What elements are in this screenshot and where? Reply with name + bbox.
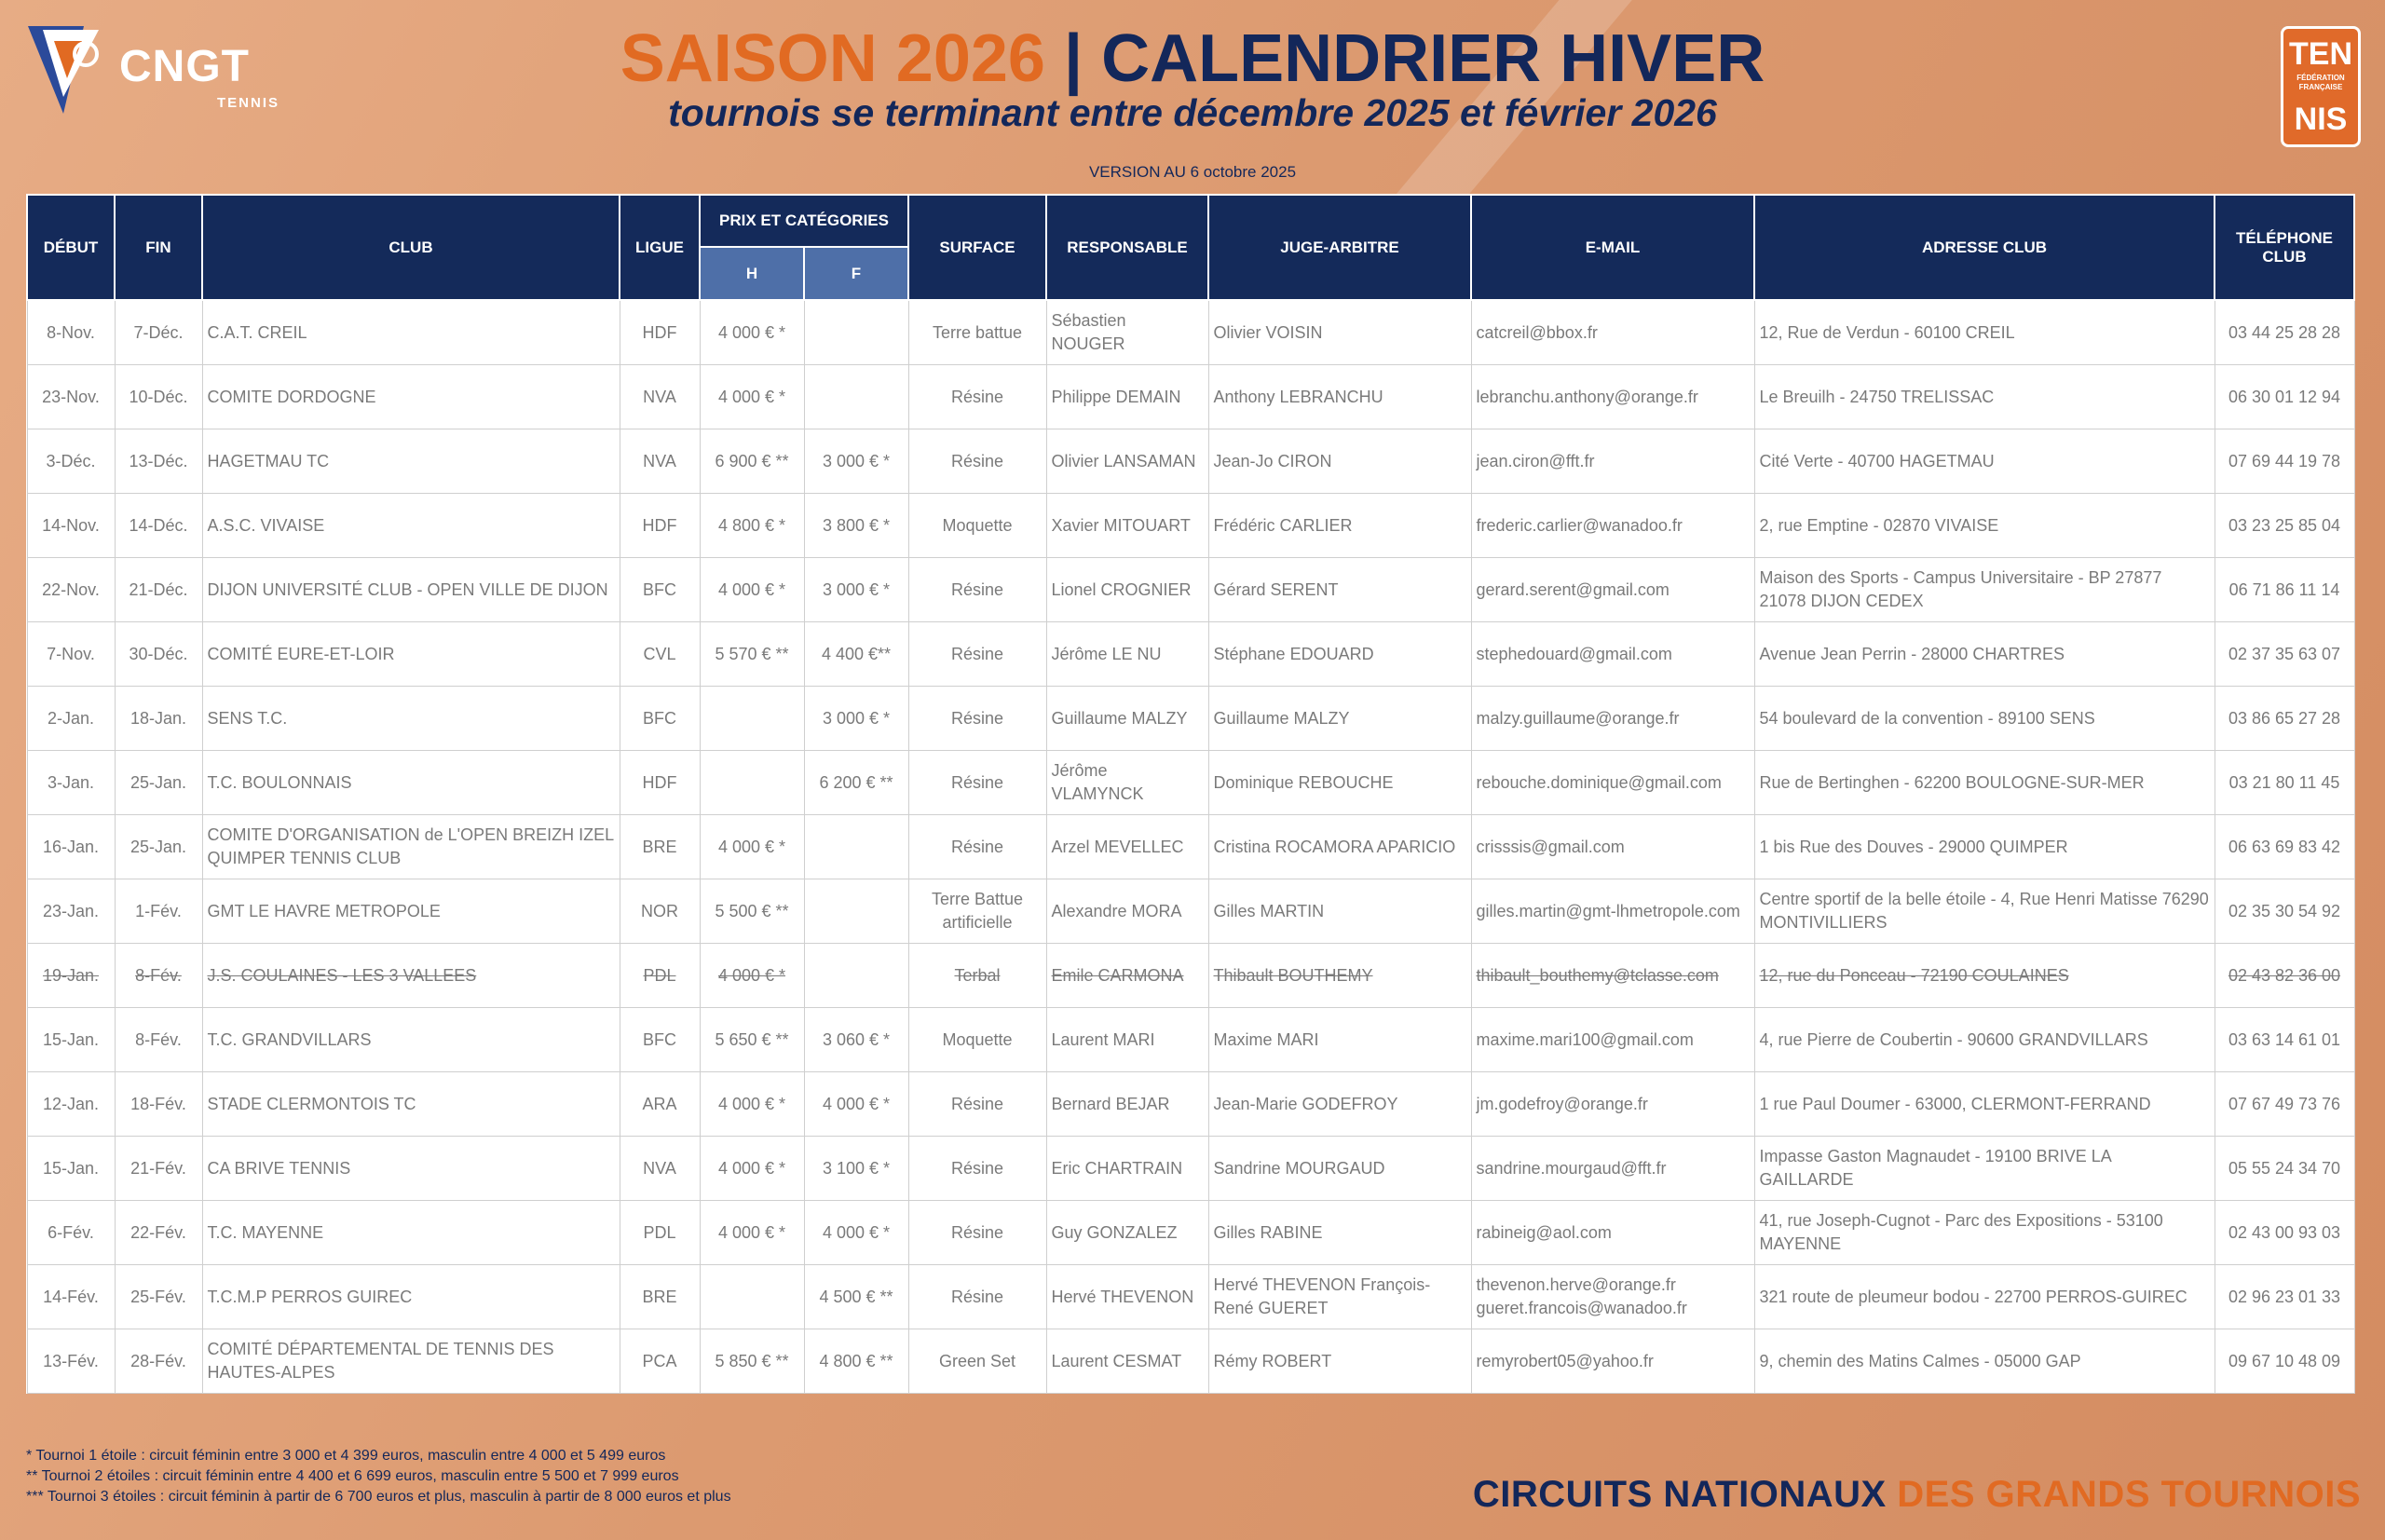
cell-juge-arbitre: Anthony LEBRANCHU <box>1208 365 1471 429</box>
cell-prix-f: 4 000 € * <box>804 1201 908 1265</box>
cell-adresse: Rue de Bertinghen - 62200 BOULOGNE-SUR-MER <box>1754 751 2215 815</box>
table-row <box>27 558 2354 622</box>
cell-debut: 3-Jan. <box>27 751 115 815</box>
cell-debut: 16-Jan. <box>27 815 115 879</box>
cell-email[interactable]: jm.godefroy@orange.fr <box>1471 1072 1754 1137</box>
col-prix-h: H <box>700 247 804 300</box>
cell-email[interactable]: sandrine.mourgaud@fft.fr <box>1471 1137 1754 1201</box>
cell-prix-h: 4 000 € * <box>700 1137 804 1201</box>
title-season: SAISON 2026 <box>620 21 1045 96</box>
cell-ligue: CVL <box>620 622 700 687</box>
cell-adresse: Impasse Gaston Magnaudet - 19100 BRIVE LA GAILLARDE <box>1754 1137 2215 1201</box>
cell-responsable: Alexandre MORA <box>1046 879 1208 944</box>
cell-surface: Moquette <box>908 1008 1046 1072</box>
cell-prix-h: 5 570 € ** <box>700 622 804 687</box>
cell-surface: Résine <box>908 1201 1046 1265</box>
cell-email[interactable]: crisssis@gmail.com <box>1471 815 1754 879</box>
cell-club: CA BRIVE TENNIS <box>202 1137 620 1201</box>
cell-juge-arbitre: Dominique REBOUCHE <box>1208 751 1471 815</box>
cell-fin: 10-Déc. <box>115 365 202 429</box>
col-debut: DÉBUT <box>27 195 115 300</box>
cell-telephone: 02 43 00 93 03 <box>2215 1201 2354 1265</box>
cell-email[interactable]: thibault_bouthemy@tclasse.com <box>1471 944 1754 1008</box>
cell-surface: Résine <box>908 622 1046 687</box>
cell-prix-h: 5 500 € ** <box>700 879 804 944</box>
cell-telephone: 02 43 82 36 00 <box>2215 944 2354 1008</box>
cell-juge-arbitre: Thibault BOUTHEMY <box>1208 944 1471 1008</box>
cell-debut: 14-Nov. <box>27 494 115 558</box>
cell-responsable: Eric CHARTRAIN <box>1046 1137 1208 1201</box>
cell-juge-arbitre: Jean-Jo CIRON <box>1208 429 1471 494</box>
col-fin: FIN <box>115 195 202 300</box>
table-row <box>27 1329 2354 1394</box>
cell-ligue: ARA <box>620 1072 700 1137</box>
cell-juge-arbitre: Gilles RABINE <box>1208 1201 1471 1265</box>
cell-telephone: 06 30 01 12 94 <box>2215 365 2354 429</box>
version-label: VERSION AU 6 octobre 2025 <box>1088 163 1297 181</box>
cell-fin: 18-Fév. <box>115 1072 202 1137</box>
cell-email[interactable]: thevenon.herve@orange.fr gueret.francois@wanadoo.fr <box>1471 1265 1754 1329</box>
cell-fin: 25-Fév. <box>115 1265 202 1329</box>
cell-debut: 7-Nov. <box>27 622 115 687</box>
cell-juge-arbitre: Jean-Marie GODEFROY <box>1208 1072 1471 1137</box>
cell-responsable: Jérôme LE NU <box>1046 622 1208 687</box>
cell-telephone: 05 55 24 34 70 <box>2215 1137 2354 1201</box>
brand-name: CNGT <box>119 42 250 91</box>
title-calendar: CALENDRIER HIVER <box>1101 21 1765 96</box>
table-row <box>27 1137 2354 1201</box>
cell-email[interactable]: malzy.guillaume@orange.fr <box>1471 687 1754 751</box>
cell-prix-h <box>700 751 804 815</box>
cell-surface: Résine <box>908 558 1046 622</box>
cell-responsable: Laurent CESMAT <box>1046 1329 1208 1394</box>
cell-responsable: Philippe DEMAIN <box>1046 365 1208 429</box>
cell-adresse: 12, Rue de Verdun - 60100 CREIL <box>1754 300 2215 365</box>
cell-prix-h: 4 000 € * <box>700 944 804 1008</box>
cell-club: SENS T.C. <box>202 687 620 751</box>
cell-prix-h: 4 000 € * <box>700 815 804 879</box>
cell-juge-arbitre: Gérard SERENT <box>1208 558 1471 622</box>
cell-responsable: Guillaume MALZY <box>1046 687 1208 751</box>
cell-telephone: 07 69 44 19 78 <box>2215 429 2354 494</box>
footnote-1-star: * Tournoi 1 étoile : circuit féminin entre 3 000 et 4 399 euros, masculin entre 4 000 et 5 499 euros <box>26 1448 666 1464</box>
cell-club: HAGETMAU TC <box>202 429 620 494</box>
table-row <box>27 1072 2354 1137</box>
cell-juge-arbitre: Frédéric CARLIER <box>1208 494 1471 558</box>
col-adresse: ADRESSE CLUB <box>1754 195 2215 300</box>
cell-prix-f <box>804 944 908 1008</box>
cell-prix-f <box>804 879 908 944</box>
cell-ligue: NVA <box>620 365 700 429</box>
cell-debut: 23-Jan. <box>27 879 115 944</box>
cell-adresse: Le Breuilh - 24750 TRELISSAC <box>1754 365 2215 429</box>
cell-surface: Résine <box>908 1265 1046 1329</box>
cell-prix-f: 6 200 € ** <box>804 751 908 815</box>
footer-grands-tournois: DES GRANDS TOURNOIS <box>1897 1474 2361 1515</box>
cell-fin: 7-Déc. <box>115 300 202 365</box>
cell-prix-h <box>700 687 804 751</box>
cell-telephone: 02 96 23 01 33 <box>2215 1265 2354 1329</box>
cell-juge-arbitre: Stéphane EDOUARD <box>1208 622 1471 687</box>
col-surface: SURFACE <box>908 195 1046 300</box>
cell-prix-h: 5 850 € ** <box>700 1329 804 1394</box>
cell-prix-f: 4 500 € ** <box>804 1265 908 1329</box>
cell-juge-arbitre: Gilles MARTIN <box>1208 879 1471 944</box>
cell-club: A.S.C. VIVAISE <box>202 494 620 558</box>
footer-title <box>1473 1474 2361 1516</box>
cell-adresse: 41, rue Joseph-Cugnot - Parc des Expositions - 53100 MAYENNE <box>1754 1201 2215 1265</box>
cell-email[interactable]: lebranchu.anthony@orange.fr <box>1471 365 1754 429</box>
cell-adresse: 1 rue Paul Doumer - 63000, CLERMONT-FERRAND <box>1754 1072 2215 1137</box>
cell-prix-f <box>804 300 908 365</box>
cell-email[interactable]: gilles.martin@gmt-lhmetropole.com <box>1471 879 1754 944</box>
cell-email[interactable]: catcreil@bbox.fr <box>1471 300 1754 365</box>
table-row <box>27 944 2354 1008</box>
cell-adresse: 1 bis Rue des Douves - 29000 QUIMPER <box>1754 815 2215 879</box>
col-email: E-MAIL <box>1471 195 1754 300</box>
cell-ligue: NVA <box>620 1137 700 1201</box>
cell-debut: 14-Fév. <box>27 1265 115 1329</box>
table-row <box>27 429 2354 494</box>
cell-prix-h: 4 000 € * <box>700 1072 804 1137</box>
fft-logo-top: TEN <box>2289 36 2352 72</box>
cell-fin: 1-Fév. <box>115 879 202 944</box>
cell-debut: 23-Nov. <box>27 365 115 429</box>
cell-surface: Résine <box>908 1137 1046 1201</box>
cell-juge-arbitre: Maxime MARI <box>1208 1008 1471 1072</box>
cell-debut: 22-Nov. <box>27 558 115 622</box>
cell-club: J.S. COULAINES - LES 3 VALLEES <box>202 944 620 1008</box>
cell-club: COMITE D'ORGANISATION de L'OPEN BREIZH IZEL QUIMPER TENNIS CLUB <box>202 815 620 879</box>
cell-ligue: NOR <box>620 879 700 944</box>
cell-telephone: 03 21 80 11 45 <box>2215 751 2354 815</box>
cell-club: T.C.M.P PERROS GUIREC <box>202 1265 620 1329</box>
footer-circuits: CIRCUITS NATIONAUX <box>1472 1474 1887 1515</box>
cell-fin: 8-Fév. <box>115 944 202 1008</box>
cell-responsable: Arzel MEVELLEC <box>1046 815 1208 879</box>
cell-responsable: Lionel CROGNIER <box>1046 558 1208 622</box>
cell-ligue: BFC <box>620 558 700 622</box>
fft-logo-middle: FÉDÉRATION FRANÇAISE <box>2296 74 2345 91</box>
cell-email[interactable]: gerard.serent@gmail.com <box>1471 558 1754 622</box>
footnote-3-stars: *** Tournoi 3 étoiles : circuit féminin à partir de 6 700 euros et plus, masculin à partir de 8 000 euros et plus <box>26 1489 731 1505</box>
cell-adresse: 54 boulevard de la convention - 89100 SENS <box>1754 687 2215 751</box>
cell-juge-arbitre: Hervé THEVENON François-René GUERET <box>1208 1265 1471 1329</box>
cell-email[interactable]: remyrobert05@yahoo.fr <box>1471 1329 1754 1394</box>
cell-club: T.C. MAYENNE <box>202 1201 620 1265</box>
cell-debut: 13-Fév. <box>27 1329 115 1394</box>
cell-telephone: 02 35 30 54 92 <box>2215 879 2354 944</box>
cell-responsable: Hervé THEVENON <box>1046 1265 1208 1329</box>
cell-club: COMITE DORDOGNE <box>202 365 620 429</box>
cell-adresse: 9, chemin des Matins Calmes - 05000 GAP <box>1754 1329 2215 1394</box>
cell-surface: Résine <box>908 1072 1046 1137</box>
cell-ligue: BRE <box>620 1265 700 1329</box>
cell-juge-arbitre: Guillaume MALZY <box>1208 687 1471 751</box>
cell-surface: Green Set <box>908 1329 1046 1394</box>
cell-responsable: Jérôme VLAMYNCK <box>1046 751 1208 815</box>
cell-ligue: BRE <box>620 815 700 879</box>
cell-prix-f: 3 000 € * <box>804 429 908 494</box>
cell-adresse: 4, rue Pierre de Coubertin - 90600 GRANDVILLARS <box>1754 1008 2215 1072</box>
cell-ligue: NVA <box>620 429 700 494</box>
cell-prix-f: 3 000 € * <box>804 558 908 622</box>
cell-debut: 15-Jan. <box>27 1008 115 1072</box>
cell-surface: Terbal <box>908 944 1046 1008</box>
col-responsable: RESPONSABLE <box>1046 195 1208 300</box>
cell-fin: 22-Fév. <box>115 1201 202 1265</box>
table-row <box>27 879 2354 944</box>
cell-surface: Résine <box>908 687 1046 751</box>
cell-telephone: 09 67 10 48 09 <box>2215 1329 2354 1394</box>
cell-prix-h: 4 000 € * <box>700 300 804 365</box>
cell-prix-f: 3 100 € * <box>804 1137 908 1201</box>
cell-responsable: Olivier LANSAMAN <box>1046 429 1208 494</box>
cell-fin: 25-Jan. <box>115 751 202 815</box>
cell-club: T.C. GRANDVILLARS <box>202 1008 620 1072</box>
cell-club: GMT LE HAVRE METROPOLE <box>202 879 620 944</box>
cell-prix-h: 4 000 € * <box>700 1201 804 1265</box>
cell-juge-arbitre: Cristina ROCAMORA APARICIO <box>1208 815 1471 879</box>
calendar-table <box>26 194 2355 1394</box>
cell-surface: Moquette <box>908 494 1046 558</box>
cell-telephone: 03 23 25 85 04 <box>2215 494 2354 558</box>
cell-prix-h: 4 000 € * <box>700 558 804 622</box>
table-row <box>27 365 2354 429</box>
cell-juge-arbitre: Rémy ROBERT <box>1208 1329 1471 1394</box>
cell-prix-f <box>804 365 908 429</box>
brand-subtitle: TENNIS <box>217 95 280 111</box>
cell-ligue: BFC <box>620 1008 700 1072</box>
cell-email[interactable]: rebouche.dominique@gmail.com <box>1471 751 1754 815</box>
table-row <box>27 622 2354 687</box>
cell-fin: 18-Jan. <box>115 687 202 751</box>
cell-responsable: Xavier MITOUART <box>1046 494 1208 558</box>
cell-prix-f: 3 000 € * <box>804 687 908 751</box>
cell-fin: 25-Jan. <box>115 815 202 879</box>
cell-telephone: 03 44 25 28 28 <box>2215 300 2354 365</box>
cell-adresse: 321 route de pleumeur bodou - 22700 PERROS-GUIREC <box>1754 1265 2215 1329</box>
cell-telephone: 03 63 14 61 01 <box>2215 1008 2354 1072</box>
cell-prix-h: 5 650 € ** <box>700 1008 804 1072</box>
cell-email[interactable]: jean.ciron@fft.fr <box>1471 429 1754 494</box>
cell-prix-f: 4 800 € ** <box>804 1329 908 1394</box>
cell-fin: 21-Fév. <box>115 1137 202 1201</box>
page-subtitle: tournois se terminant entre décembre 2025 et février 2026 <box>668 91 1717 134</box>
cell-ligue: HDF <box>620 494 700 558</box>
cell-fin: 21-Déc. <box>115 558 202 622</box>
cell-email[interactable]: stephedouard@gmail.com <box>1471 622 1754 687</box>
col-club: CLUB <box>202 195 620 300</box>
col-prix-f: F <box>804 247 908 300</box>
cell-email[interactable]: frederic.carlier@wanadoo.fr <box>1471 494 1754 558</box>
cell-adresse: Avenue Jean Perrin - 28000 CHARTRES <box>1754 622 2215 687</box>
table-row <box>27 300 2354 365</box>
cell-debut: 3-Déc. <box>27 429 115 494</box>
cell-club: STADE CLERMONTOIS TC <box>202 1072 620 1137</box>
cell-responsable: Guy GONZALEZ <box>1046 1201 1208 1265</box>
cell-adresse: Centre sportif de la belle étoile - 4, Rue Henri Matisse 76290 MONTIVILLIERS <box>1754 879 2215 944</box>
cell-fin: 13-Déc. <box>115 429 202 494</box>
cell-club: T.C. BOULONNAIS <box>202 751 620 815</box>
cell-ligue: PCA <box>620 1329 700 1394</box>
cell-club: DIJON UNIVERSITÉ CLUB - OPEN VILLE DE DIJON <box>202 558 620 622</box>
cell-surface: Terre Battue artificielle <box>908 879 1046 944</box>
cell-debut: 15-Jan. <box>27 1137 115 1201</box>
cell-ligue: PDL <box>620 944 700 1008</box>
cell-responsable: Laurent MARI <box>1046 1008 1208 1072</box>
cell-prix-h: 6 900 € ** <box>700 429 804 494</box>
cell-fin: 14-Déc. <box>115 494 202 558</box>
table-row <box>27 494 2354 558</box>
cell-club: C.A.T. CREIL <box>202 300 620 365</box>
cell-prix-f: 4 000 € * <box>804 1072 908 1137</box>
footnotes <box>26 1446 731 1507</box>
calendar-rows <box>27 300 2354 1394</box>
cell-fin: 8-Fév. <box>115 1008 202 1072</box>
cell-fin: 30-Déc. <box>115 622 202 687</box>
cell-prix-f: 3 800 € * <box>804 494 908 558</box>
col-prix: PRIX ET CATÉGORIES <box>700 195 908 247</box>
cell-responsable: Bernard BEJAR <box>1046 1072 1208 1137</box>
cell-adresse: Maison des Sports - Campus Universitaire - BP 27877 21078 DIJON CEDEX <box>1754 558 2215 622</box>
page-title <box>0 17 2385 101</box>
cell-debut: 19-Jan. <box>27 944 115 1008</box>
footnote-2-stars: ** Tournoi 2 étoiles : circuit féminin entre 4 400 et 6 699 euros, masculin entre 5 500 et 7 999 euros <box>26 1468 679 1484</box>
cell-fin: 28-Fév. <box>115 1329 202 1394</box>
cell-telephone: 07 67 49 73 76 <box>2215 1072 2354 1137</box>
cell-prix-f: 3 060 € * <box>804 1008 908 1072</box>
cell-ligue: PDL <box>620 1201 700 1265</box>
cell-ligue: HDF <box>620 300 700 365</box>
cell-surface: Terre battue <box>908 300 1046 365</box>
cell-telephone: 06 71 86 11 14 <box>2215 558 2354 622</box>
cell-responsable: Emile CARMONA <box>1046 944 1208 1008</box>
cell-prix-h: 4 800 € * <box>700 494 804 558</box>
cell-club: COMITÉ DÉPARTEMENTAL DE TENNIS DES HAUTES-ALPES <box>202 1329 620 1394</box>
col-ligue: LIGUE <box>620 195 700 300</box>
cell-debut: 2-Jan. <box>27 687 115 751</box>
cell-telephone: 06 63 69 83 42 <box>2215 815 2354 879</box>
cell-juge-arbitre: Olivier VOISIN <box>1208 300 1471 365</box>
cell-surface: Résine <box>908 365 1046 429</box>
cell-prix-f: 4 400 €** <box>804 622 908 687</box>
cell-ligue: HDF <box>620 751 700 815</box>
cell-surface: Résine <box>908 751 1046 815</box>
cell-responsable: Sébastien NOUGER <box>1046 300 1208 365</box>
cell-surface: Résine <box>908 815 1046 879</box>
table-row <box>27 1265 2354 1329</box>
table-row <box>27 1008 2354 1072</box>
table-row <box>27 751 2354 815</box>
cell-adresse: Cité Verte - 40700 HAGETMAU <box>1754 429 2215 494</box>
table-row <box>27 687 2354 751</box>
cell-adresse: 12, rue du Ponceau - 72190 COULAINES <box>1754 944 2215 1008</box>
cell-debut: 12-Jan. <box>27 1072 115 1137</box>
cell-prix-f <box>804 815 908 879</box>
cell-ligue: BFC <box>620 687 700 751</box>
col-telephone: TÉLÉPHONE CLUB <box>2215 195 2354 300</box>
cell-prix-h: 4 000 € * <box>700 365 804 429</box>
cell-email[interactable]: maxime.mari100@gmail.com <box>1471 1008 1754 1072</box>
col-juge-arbitre: JUGE-ARBITRE <box>1208 195 1471 300</box>
cell-debut: 6-Fév. <box>27 1201 115 1265</box>
table-row <box>27 1201 2354 1265</box>
cell-club: COMITÉ EURE-ET-LOIR <box>202 622 620 687</box>
cell-debut: 8-Nov. <box>27 300 115 365</box>
cell-surface: Résine <box>908 429 1046 494</box>
cell-telephone: 02 37 35 63 07 <box>2215 622 2354 687</box>
cell-prix-h <box>700 1265 804 1329</box>
cell-email[interactable]: rabineig@aol.com <box>1471 1201 1754 1265</box>
fft-logo-bottom: NIS <box>2294 102 2348 137</box>
cell-adresse: 2, rue Emptine - 02870 VIVAISE <box>1754 494 2215 558</box>
cell-juge-arbitre: Sandrine MOURGAUD <box>1208 1137 1471 1201</box>
title-separator: | <box>1064 21 1083 96</box>
cell-telephone: 03 86 65 27 28 <box>2215 687 2354 751</box>
table-row <box>27 815 2354 879</box>
